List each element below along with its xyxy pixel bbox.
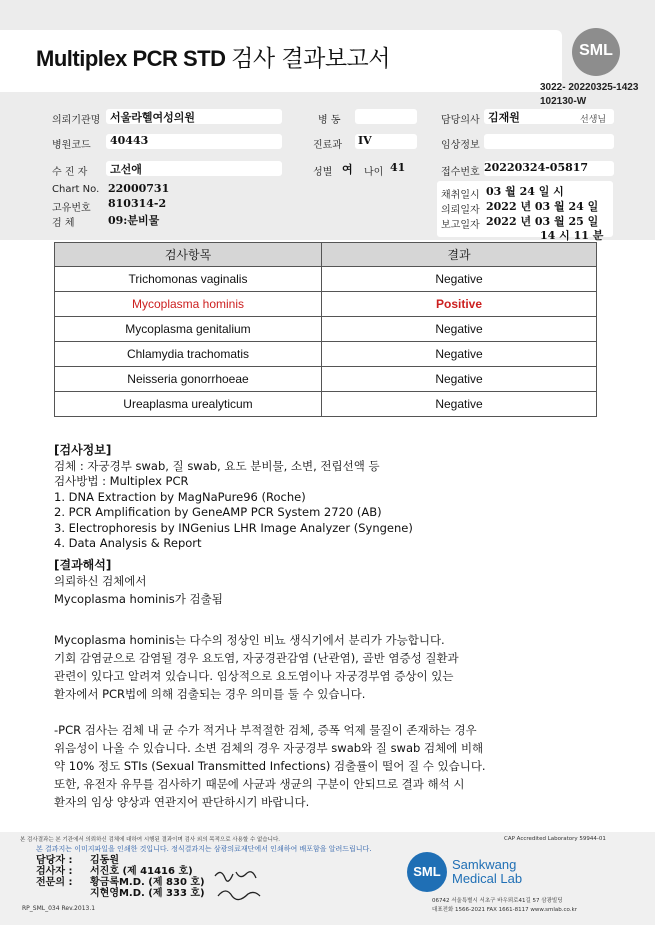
doctor-label: 담당의사: [441, 115, 480, 126]
role-label: 담당자 :: [36, 855, 73, 866]
footer-disclaimer: 본 검사결과는 본 기관에서 의뢰하신 검체에 대하여 시행된 결과이며 검사 외의 목적으로 사용할 수 없습니다.: [20, 837, 280, 843]
test-info-line: 검체 : 자궁경부 swab, 질 swab, 요도 분비물, 소변, 전립선액 등: [54, 458, 380, 473]
company-address: 06742 서울특별시 서초구 바우뫼로41길 57 삼광빌딩: [432, 898, 563, 904]
receipt-value: 20220324-05817: [484, 161, 589, 174]
col-result-header: 결과: [322, 243, 597, 267]
specimen-label: 검 체: [52, 218, 75, 229]
interpretation-line: 환자의 임상 양상과 연관지어 판단하시기 바랍니다.: [54, 794, 310, 809]
footer-notice: 본 결과지는 이미지파일을 인쇄한 것입니다. 정식결과지는 삼광의료재단에서 인쇄하여 배포함을 알려드립니다.: [36, 845, 372, 853]
request-label: 의뢰일자: [441, 205, 480, 216]
company-name-line: Samkwang: [452, 857, 517, 872]
table-row: [55, 267, 597, 292]
test-result: Negative: [322, 367, 597, 392]
interpretation-line: 의뢰하신 검체에서: [54, 573, 147, 588]
test-result: Negative: [322, 392, 597, 417]
interpretation-heading: [결과해석]: [54, 558, 112, 572]
company-name-line: Medical Lab: [452, 871, 523, 886]
test-item: Mycoplasma genitalium: [55, 317, 322, 342]
cap-accreditation: CAP Accredited Laboratory 59944-01: [504, 836, 606, 842]
interpretation-line: 약 10% 정도 STIs (Sexual Transmitted Infections) 검출률이 떨어 질 수 있습니다.: [54, 758, 486, 773]
chart-label: Chart No.: [52, 184, 100, 195]
table-row: [55, 317, 597, 342]
request-value: 2022 년 03 월 24 일: [486, 200, 599, 213]
interpretation-line: 위음성이 나올 수 있습니다. 소변 검체의 경우 자궁경부 swab와 질 swab 검체에 비해: [54, 740, 484, 755]
interpretation-line: Mycoplasma hominis가 검출됨: [54, 592, 223, 606]
hospital-code-value: 40443: [110, 134, 149, 147]
test-info-line: 2. PCR Amplification by GeneAMP PCR System 2720 (AB): [54, 505, 382, 519]
patient-value: 고선애: [110, 163, 142, 176]
samkwang-logo: SML: [407, 852, 447, 892]
interpretation-line: 기회 감염균으로 감염될 경우 요도염, 자궁경관감염 (난관염), 골반 염증성 질환과: [54, 650, 459, 665]
chart-value: 22000731: [108, 182, 170, 195]
interpretation-paragraph-1: [54, 631, 624, 703]
dept-value: IV: [358, 134, 372, 147]
interpretation-paragraph-2: [54, 721, 624, 811]
test-result: Negative: [322, 267, 597, 292]
test-item: Ureaplasma urealyticum: [55, 392, 322, 417]
test-item: Trichomonas vaginalis: [55, 267, 322, 292]
doc-number-2: 102130-W: [540, 96, 587, 107]
test-result: Negative: [322, 317, 597, 342]
interpretation-section: [54, 558, 624, 811]
dept-label: 진료과: [313, 140, 342, 151]
company-contact: 대표전화 1566-2021 FAX 1661-8117 www.smlab.co.kr: [432, 907, 577, 913]
interpretation-line: 관련이 있다고 알려져 있습니다. 임상적으로 요도염이나 자궁경부염 증상이 있는: [54, 668, 454, 683]
form-code: RP_SML_034 Rev.2013.1: [22, 905, 96, 912]
test-info-line: 3. Electrophoresis by INGenius LHR Image Analyzer (Syngene): [54, 520, 413, 535]
test-info-heading: [검사정보]: [54, 443, 112, 457]
doctor-value: 김재원: [488, 111, 520, 124]
interpretation-line: 또한, 유전자 유무를 검사하기 때문에 사균과 생균의 구분이 안되므로 결과 해석 시: [54, 776, 465, 791]
age-label: 나이: [364, 167, 384, 178]
staff-name: 서진호 (제 41416 호): [90, 866, 193, 877]
staff-name: 김동원: [90, 855, 119, 866]
test-item: Chlamydia trachomatis: [55, 342, 322, 367]
table-row: [55, 342, 597, 367]
report-time-value: 14 시 11 분: [540, 229, 604, 242]
test-info-line: 4. Data Analysis & Report: [54, 536, 202, 550]
test-item: Neisseria gonorrhoeae: [55, 367, 322, 392]
staff-name: 지현영M.D. (제 333 호): [90, 888, 205, 899]
test-result: Negative: [322, 342, 597, 367]
handwritten-signature: [210, 866, 270, 906]
institution-label: 의뢰기관명: [52, 115, 101, 126]
collect-label: 채취일시: [441, 190, 480, 201]
interpretation-line: Mycoplasma hominis는 다수의 정상인 비뇨 생식기에서 분리가 가능합니다.: [54, 632, 445, 647]
ward-box: [355, 109, 417, 124]
report-title-kr: 검사 결과보고서: [231, 46, 390, 72]
patient-label: 수 진 자: [52, 167, 88, 178]
institution-value: 서울라헬여성의원: [110, 111, 196, 124]
hospital-code-label: 병원코드: [52, 140, 91, 151]
test-info-line: 검사방법 : Multiplex PCR: [54, 474, 189, 488]
age-value: 41: [390, 161, 406, 174]
test-result: Positive: [322, 292, 597, 317]
doc-number-1: 3022- 20220325-1423: [540, 82, 639, 93]
role-label: 전문의 :: [36, 877, 73, 888]
interpretation-line: 환자에서 PCR법에 의해 검출되는 경우 의미를 둘 수 있습니다.: [54, 686, 366, 701]
collect-value: 03 월 24 일 시: [486, 185, 564, 198]
receipt-label: 접수번호: [441, 167, 480, 178]
report-title-en: Multiplex PCR STD: [36, 46, 226, 71]
col-item-header: 검사항목: [55, 243, 322, 267]
sex-value: 여: [342, 163, 353, 176]
signatory-names: [90, 855, 205, 899]
interpretation-line: -PCR 검사는 검체 내 균 수가 적거나 부적절한 검체, 증폭 억제 물질이 존재하는 경우: [54, 722, 477, 737]
signatories: [36, 855, 72, 888]
unique-id-value: 810314-2: [108, 197, 167, 210]
report-title: [36, 40, 390, 73]
specimen-value: 09:분비물: [108, 214, 160, 227]
test-info-line: 1. DNA Extraction by MagNaPure96 (Roche): [54, 489, 306, 504]
test-info-section: [54, 443, 614, 552]
doctor-suffix: 선생님: [580, 115, 607, 125]
report-date-value: 2022 년 03 월 25 일: [486, 215, 599, 228]
clinical-box: [484, 134, 614, 149]
test-item: Mycoplasma hominis: [55, 292, 322, 317]
table-row: [55, 392, 597, 417]
sml-logo: SML: [572, 28, 620, 76]
staff-name: 황금록M.D. (제 830 호): [90, 877, 205, 888]
table-row: [55, 292, 597, 317]
unique-id-label: 고유번호: [52, 203, 91, 214]
company-name: [452, 858, 522, 886]
clinical-label: 임상정보: [441, 140, 480, 151]
table-row: [55, 367, 597, 392]
sex-label: 성별: [313, 167, 333, 178]
role-label: 검사자 :: [36, 866, 73, 877]
results-table: [54, 242, 597, 417]
ward-label: 병 동: [318, 115, 341, 126]
report-date-label: 보고일자: [441, 220, 480, 231]
